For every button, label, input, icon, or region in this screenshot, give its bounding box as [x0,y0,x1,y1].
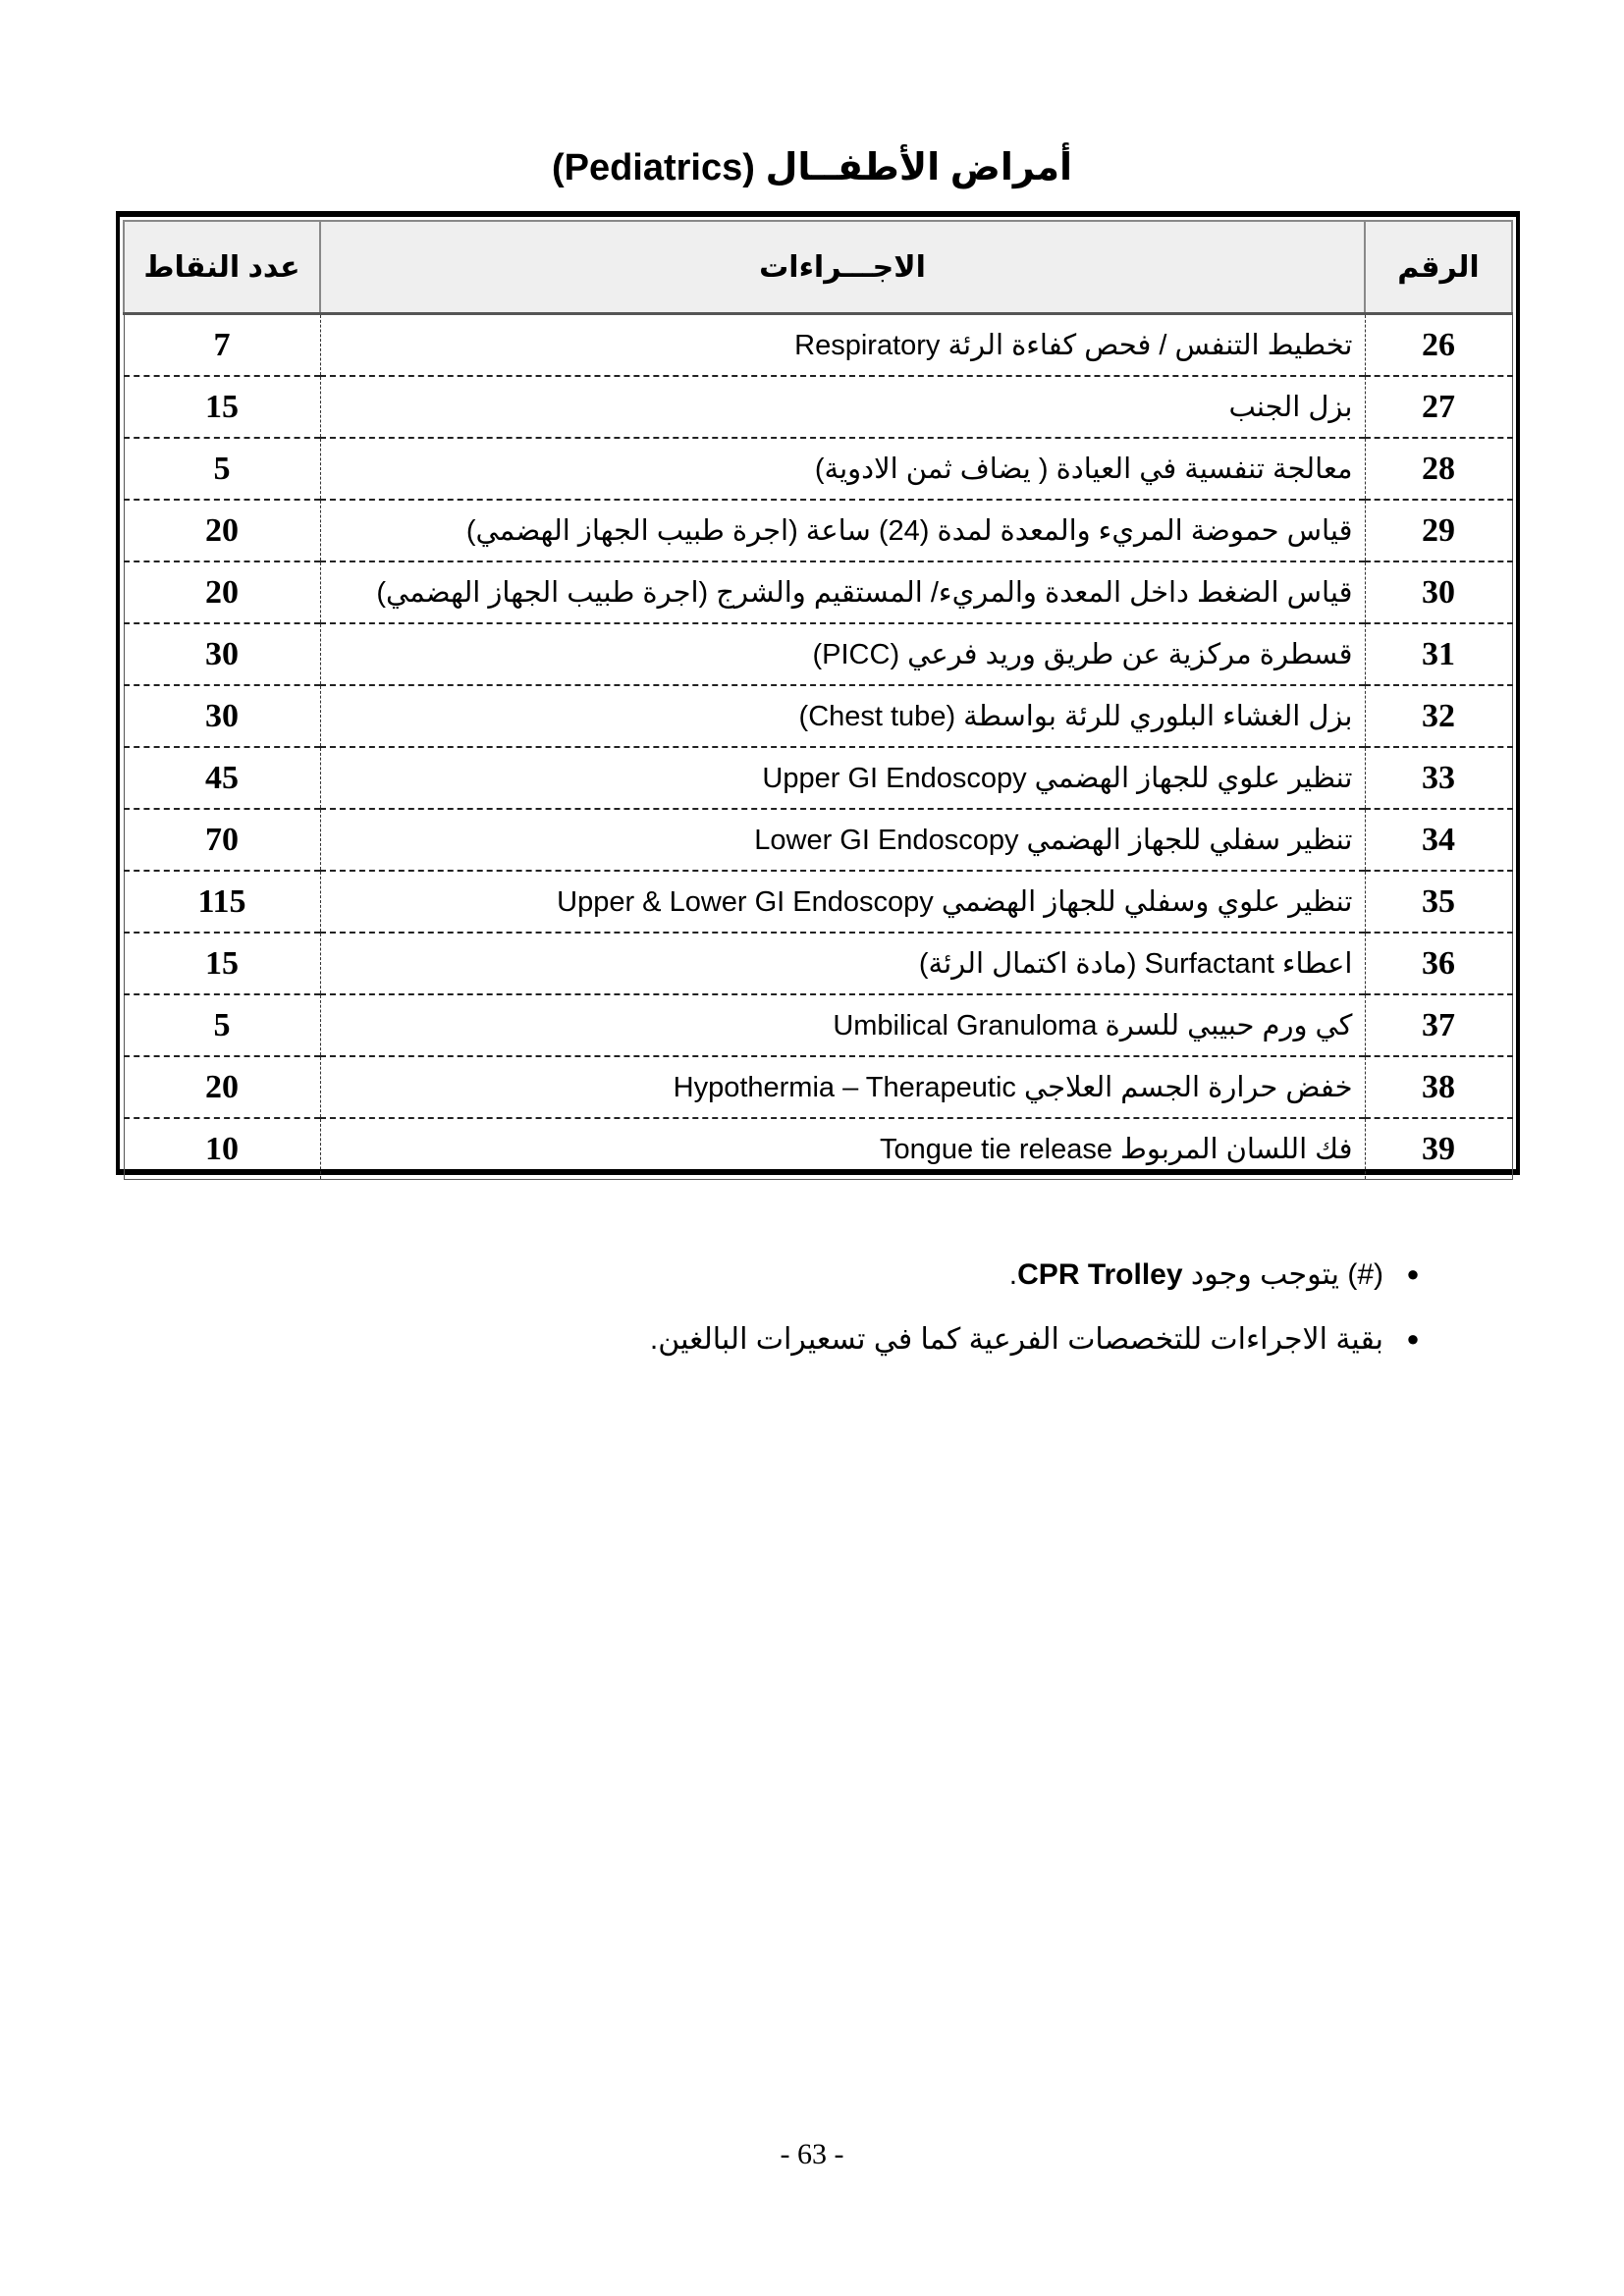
row-procedure: تنظير سفلي للجهاز الهضمي Lower GI Endoscopy [320,809,1365,871]
row-number: 26 [1365,314,1512,377]
header-points: عدد النقاط [124,221,320,314]
table-row [124,314,1512,377]
table-row [124,623,1512,685]
row-procedure: بزل الغشاء البلوري للرئة بواسطة (Chest tube) [320,685,1365,747]
bullet-icon: ● [1406,1261,1420,1286]
note-bold: CPR Trolley [1017,1257,1183,1291]
row-number: 30 [1365,561,1512,623]
page-title: أمراض الأطفــال (Pediatrics) [551,147,1073,188]
row-number: 38 [1365,1056,1512,1118]
header-number: الرقم [1365,221,1512,314]
note-text [1009,1257,1383,1292]
row-points: 15 [124,933,320,994]
note-suffix: . [1008,1257,1018,1291]
table-row [124,1118,1512,1180]
row-procedure: تخطيط التنفس / فحص كفاءة الرئة Respiratory [320,314,1365,377]
row-number: 34 [1365,809,1512,871]
table-row [124,809,1512,871]
row-procedure: معالجة تنفسية في العيادة ( يضاف ثمن الادوية) [320,438,1365,500]
table-row [124,994,1512,1056]
row-number: 29 [1365,500,1512,561]
row-number: 37 [1365,994,1512,1056]
procedures-table [116,211,1520,1175]
table-row [124,376,1512,438]
row-points: 5 [124,994,320,1056]
row-number: 39 [1365,1118,1512,1180]
row-points: 45 [124,747,320,809]
row-number: 35 [1365,871,1512,933]
row-procedure: خفض حرارة الجسم العلاجي Hypothermia – Therapeutic [320,1056,1365,1118]
row-procedure: كي ورم حبيبي للسرة Umbilical Granuloma [320,994,1365,1056]
row-points: 115 [124,871,320,933]
table-row [124,871,1512,933]
note-prefix: (#) يتوجب وجود [1182,1257,1383,1291]
note-item [650,1242,1442,1307]
table-row [124,933,1512,994]
note-item [650,1307,1442,1371]
table-row [124,561,1512,623]
row-points: 70 [124,809,320,871]
row-points: 30 [124,623,320,685]
row-points: 5 [124,438,320,500]
table-row [124,438,1512,500]
row-number: 31 [1365,623,1512,685]
row-points: 20 [124,500,320,561]
table-row [124,1056,1512,1118]
row-points: 30 [124,685,320,747]
row-number: 36 [1365,933,1512,994]
row-procedure: فك اللسان المربوط Tongue tie release [320,1118,1365,1180]
row-procedure: اعطاء Surfactant (مادة اكتمال الرئة) [320,933,1365,994]
row-points: 15 [124,376,320,438]
row-procedure: بزل الجنب [320,376,1365,438]
row-points: 20 [124,561,320,623]
notes-list [650,1242,1442,1371]
table-row [124,747,1512,809]
row-procedure: تنظير علوي وسفلي للجهاز الهضمي Upper & Lower GI Endoscopy [320,871,1365,933]
table-header-row [124,221,1512,314]
row-number: 33 [1365,747,1512,809]
table-row [124,685,1512,747]
row-procedure: قسطرة مركزية عن طريق وريد فرعي (PICC) [320,623,1365,685]
row-points: 7 [124,314,320,377]
row-number: 32 [1365,685,1512,747]
table-row [124,500,1512,561]
row-procedure: قياس الضغط داخل المعدة والمريء/ المستقيم والشرج (اجرة طبيب الجهاز الهضمي) [320,561,1365,623]
bullet-icon: ● [1406,1326,1420,1351]
header-procedure: الاجـــراءات [320,221,1365,314]
row-number: 27 [1365,376,1512,438]
note-text: بقية الاجراءات للتخصصات الفرعية كما في تسعيرات البالغين. [649,1322,1383,1356]
row-number: 28 [1365,438,1512,500]
row-procedure: تنظير علوي للجهاز الهضمي Upper GI Endoscopy [320,747,1365,809]
row-procedure: قياس حموضة المريء والمعدة لمدة (24) ساعة (اجرة طبيب الجهاز الهضمي) [320,500,1365,561]
row-points: 20 [124,1056,320,1118]
page-number: - 63 - [780,2138,844,2170]
row-points: 10 [124,1118,320,1180]
